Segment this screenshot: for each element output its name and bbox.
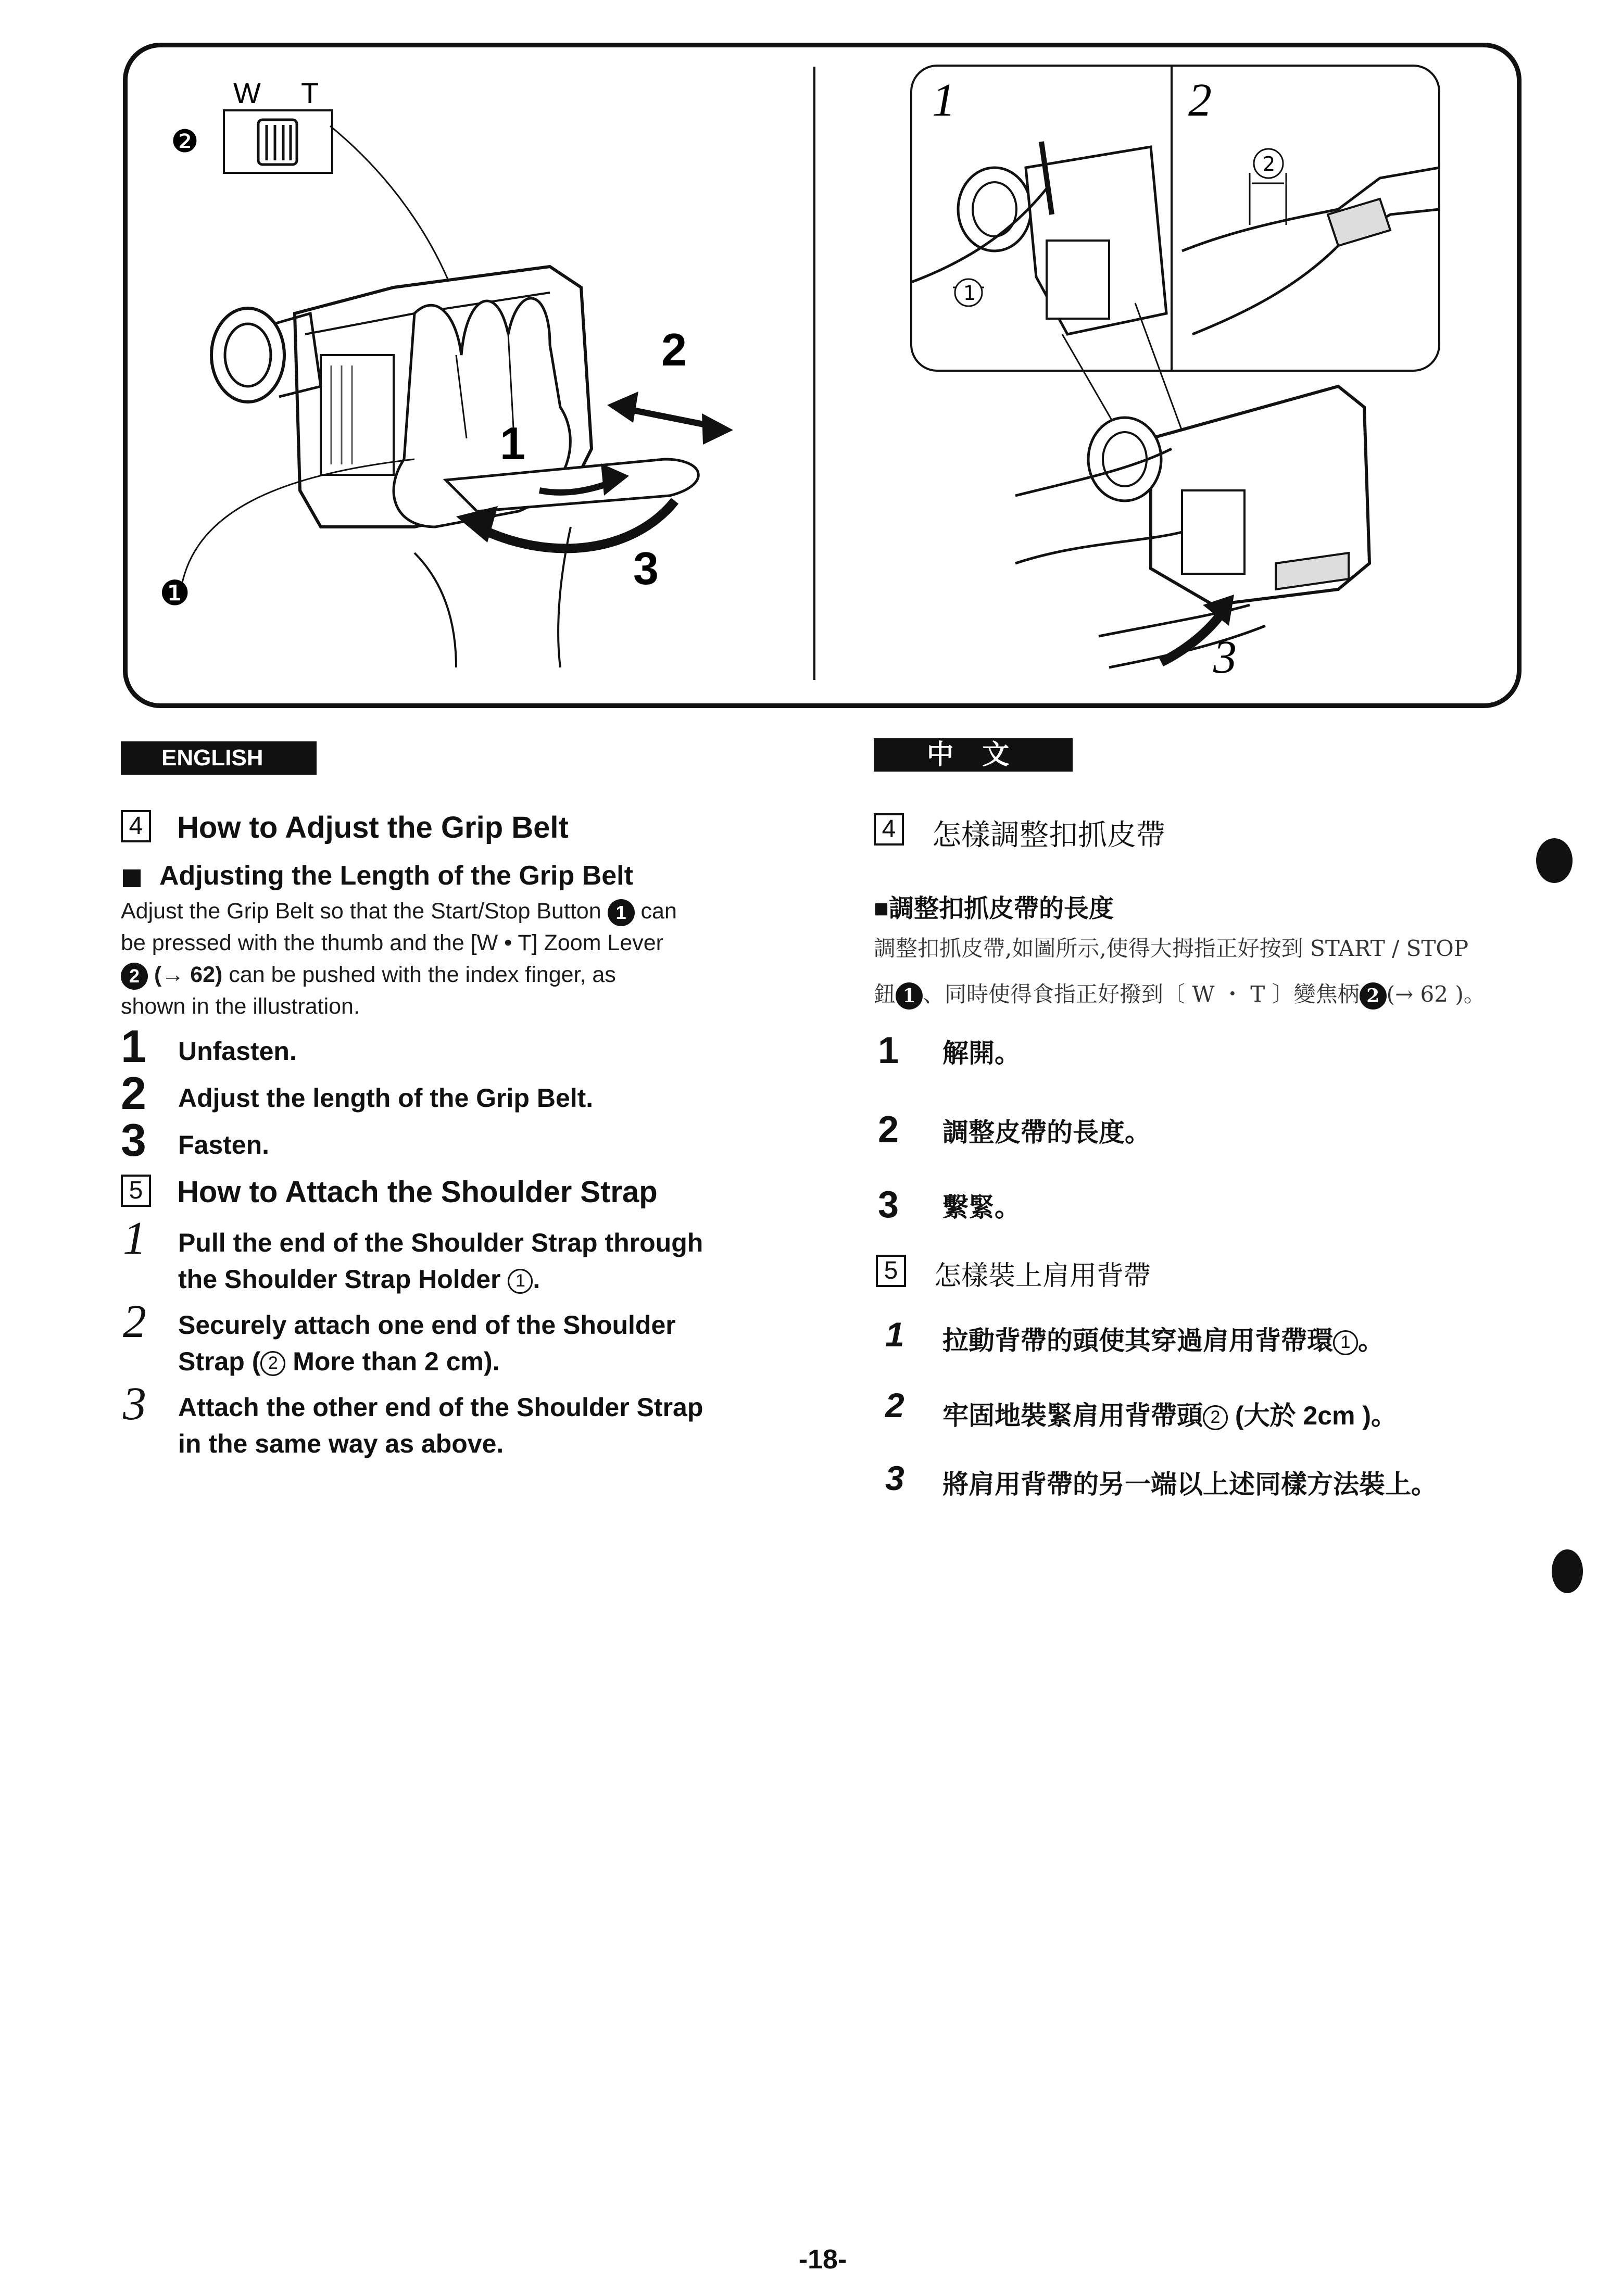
callout-1-label: ❶ [159, 573, 191, 613]
grip-belt-illustration [123, 43, 810, 704]
zh-strap-step-1-number: 1 [885, 1315, 904, 1354]
en-strap-step-3-number: 3 [123, 1378, 146, 1430]
section-4-title: How to Adjust the Grip Belt [177, 811, 569, 844]
en-strap-step-1-number: 1 [123, 1213, 146, 1264]
panel-1-label: 1 [932, 74, 955, 126]
illustration-divider [813, 67, 815, 680]
en-step-2-text: Adjust the length of the Grip Belt. [178, 1083, 594, 1113]
zh-section-5-title: 怎樣裝上肩用背帶 [934, 1261, 1151, 1291]
zoom-t-label: T [301, 77, 319, 109]
zh-strap-step-3-text: 將肩用背帶的另一端以上述同樣方法裝上。 [942, 1470, 1437, 1499]
panel-2-label: 2 [1188, 74, 1212, 126]
shoulder-strap-illustration [818, 43, 1515, 704]
page-number: -18- [798, 2244, 847, 2275]
en-step-3-number: 3 [121, 1114, 146, 1166]
zh-strap-step-1-text: 拉動背帶的頭使其穿過肩用背帶環 1 。 [942, 1326, 1384, 1355]
en-step-1-text: Unfasten. [178, 1037, 297, 1066]
section-4-subtitle: Adjusting the Length of the Grip Belt [159, 861, 633, 891]
scan-blot [1536, 838, 1573, 883]
zh-section-4-body: 調整扣抓皮帶,如圖所示,使得大拇指正好按到 START / STOP 鈕 1 、同時使得食指正好撥到〔 W ・ T 〕變焦柄 2 (→ 62 )。 [874, 926, 1486, 1017]
en-strap-step-3-text: Attach the other end of the Shoulder Strap in the same way as above. [178, 1393, 703, 1458]
figure-step-2: 2 [661, 324, 687, 375]
zoom-w-label: W [233, 77, 261, 109]
subtitle-bullet [123, 869, 141, 887]
callout-2-label: ❷ [171, 123, 199, 160]
section-5-number: 5 [121, 1175, 151, 1207]
zh-zoom-lever-badge: 2 [1360, 982, 1387, 1010]
figure-step-1: 1 [500, 418, 525, 469]
chinese-header: 中 文 [874, 738, 1073, 772]
zh-section-4-subtitle: ■調整扣抓皮帶的長度 [874, 895, 1114, 923]
zh-step-2-number: 2 [878, 1109, 899, 1151]
zoom-lever-badge: 2 [121, 963, 148, 990]
section-4-number: 4 [121, 810, 151, 842]
en-step-2-number: 2 [121, 1067, 146, 1119]
start-stop-badge: 1 [608, 899, 635, 926]
svg-text:1: 1 [963, 282, 976, 305]
zh-step-1-text: 解開。 [942, 1039, 1021, 1068]
zh-step-3-number: 3 [878, 1184, 899, 1226]
en-strap-step-2-text: Securely attach one end of the Shoulder Strap ( 2 More than 2 cm). [178, 1310, 676, 1376]
zh-start-stop-badge: 1 [896, 982, 923, 1010]
strap-step-3: 3 [1213, 632, 1237, 683]
zh-section-4-number: 4 [874, 813, 904, 846]
english-header: ENGLISH [121, 741, 317, 775]
en-step-3-text: Fasten. [178, 1130, 270, 1159]
zh-strap-step-2-number: 2 [885, 1386, 904, 1424]
zh-step-2-text: 調整皮帶的長度。 [942, 1118, 1151, 1147]
section-4-body: Adjust the Grip Belt so that the Start/Stop Button 1 can be pressed with the thumb and the [W • T] Zoom Lever 2 (→ 62) can be pushed with the index finger, as shown in the illustration. [121, 899, 677, 1019]
svg-text:2: 2 [1263, 153, 1276, 175]
en-strap-step-1-text: Pull the end of the Shoulder Strap through the Shoulder Strap Holder 1 . [178, 1228, 703, 1294]
zh-section-5-number: 5 [876, 1255, 906, 1287]
figure-step-3: 3 [633, 543, 659, 594]
section-5-title: How to Attach the Shoulder Strap [177, 1175, 658, 1209]
zh-strap-step-2-text: 牢固地裝緊肩用背帶頭 2 (大於 2cm )。 [942, 1401, 1398, 1430]
zh-step-1-number: 1 [878, 1030, 899, 1071]
zh-step-3-text: 繫緊。 [942, 1193, 1021, 1222]
en-step-1-number: 1 [121, 1020, 146, 1072]
scan-blot [1552, 1549, 1583, 1593]
zh-section-4-title: 怎樣調整扣抓皮帶 [932, 818, 1165, 851]
en-strap-step-2-number: 2 [123, 1296, 146, 1347]
zh-strap-step-3-number: 3 [885, 1459, 904, 1497]
